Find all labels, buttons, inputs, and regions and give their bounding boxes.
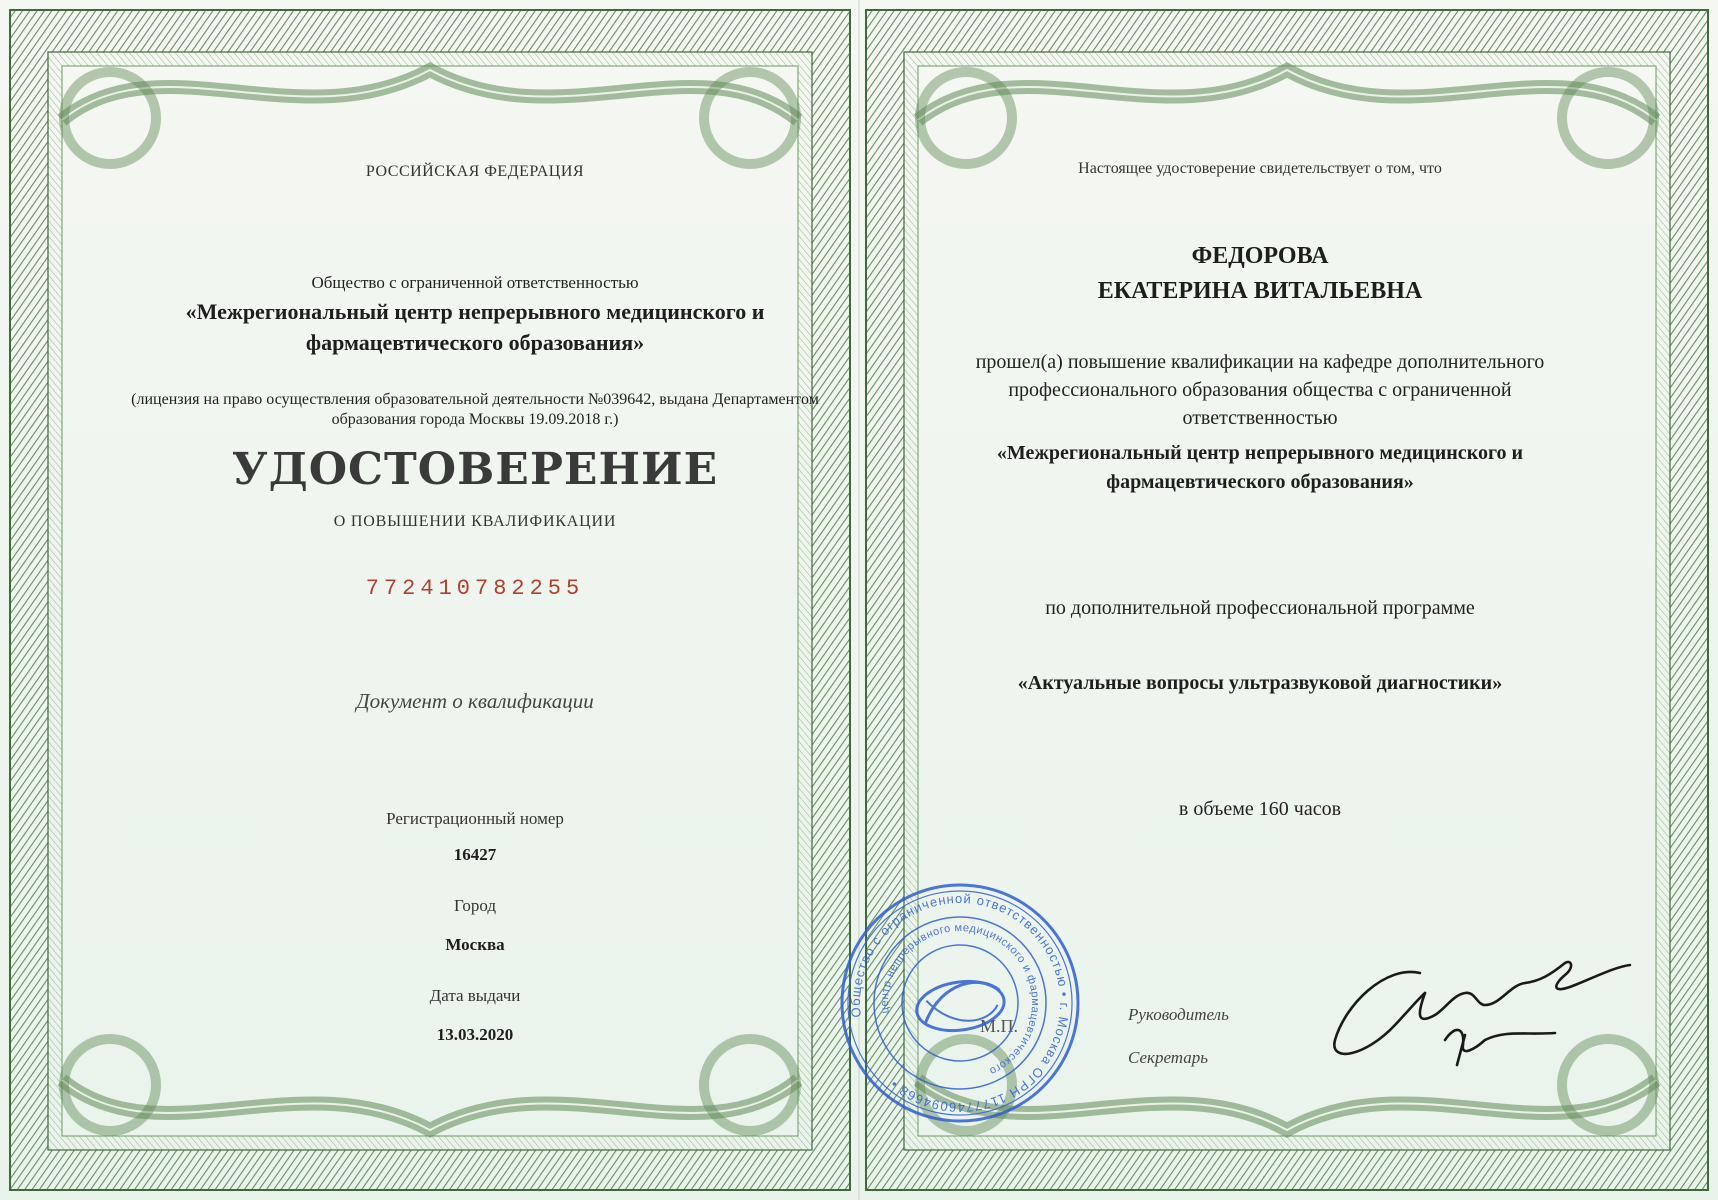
stamp-inner-text: центр непрерывного медицинского и фармацевтического <box>878 921 1042 1078</box>
license-text: (лицензия на право осуществления образовательной деятельности №039642, выдана Департаментом образования города Москвы 19.09.2018 г.) <box>131 391 819 428</box>
registration-number: 16427 <box>453 845 497 864</box>
org-name: «Межрегиональный центр непрерывного медицинского и фармацевтического образования» <box>185 299 765 355</box>
holder-surname: ФЕДОРОВА <box>1191 243 1329 269</box>
head-label: Руководитель <box>1128 1005 1229 1024</box>
svg-text:центр непрерывного медицинског <box>868 911 1051 1091</box>
seal-place-label: М.П. <box>980 1016 1019 1036</box>
document-title: УДОСТОВЕРЕНИЕ <box>231 444 719 495</box>
round-seal-stamp <box>819 862 1101 1144</box>
document-subtitle: О ПОВЫШЕНИИ КВАЛИФИКАЦИИ <box>333 513 617 530</box>
qualification-document-label: Документ о квалификации <box>356 689 594 713</box>
city-value: Москва <box>445 935 505 954</box>
handwritten-signature <box>1325 945 1645 1075</box>
right-org-name: «Межрегиональный центр непрерывного медицинского и фармацевтического образования» <box>996 442 1524 493</box>
stamp-outer-text: Общество с ограниченной ответственностью • г. Москва ОГРН 1177746094668 • <box>847 890 1073 1116</box>
program-volume: в объеме 160 часов <box>1178 798 1342 820</box>
holder-given-names: ЕКАТЕРИНА ВИТАЛЬЕВНА <box>1097 278 1423 304</box>
svg-text:Общество с ограниченной ответс <box>833 876 1086 1129</box>
org-form: Общество с ограниченной ответственностью <box>311 273 639 292</box>
certify-text: Настоящее удостоверение свидетельствует о том, что <box>1078 160 1442 177</box>
country-header: РОССИЙСКАЯ ФЕДЕРАЦИЯ <box>365 163 585 180</box>
completed-text: прошел(а) повышение квалификации на кафедре дополнительного профессионального образования общества с ограниченной ответственностью <box>975 351 1545 429</box>
serial-number: 772410782255 <box>365 576 585 601</box>
issue-date: 13.03.2020 <box>436 1025 514 1044</box>
registration-label: Регистрационный номер <box>386 809 564 828</box>
program-name: «Актуальные вопросы ультразвуковой диагностики» <box>1017 672 1503 694</box>
program-label: по дополнительной профессиональной программе <box>1045 597 1475 619</box>
city-label: Город <box>454 896 496 915</box>
issue-date-label: Дата выдачи <box>429 986 521 1005</box>
secretary-label: Секретарь <box>1128 1048 1208 1067</box>
